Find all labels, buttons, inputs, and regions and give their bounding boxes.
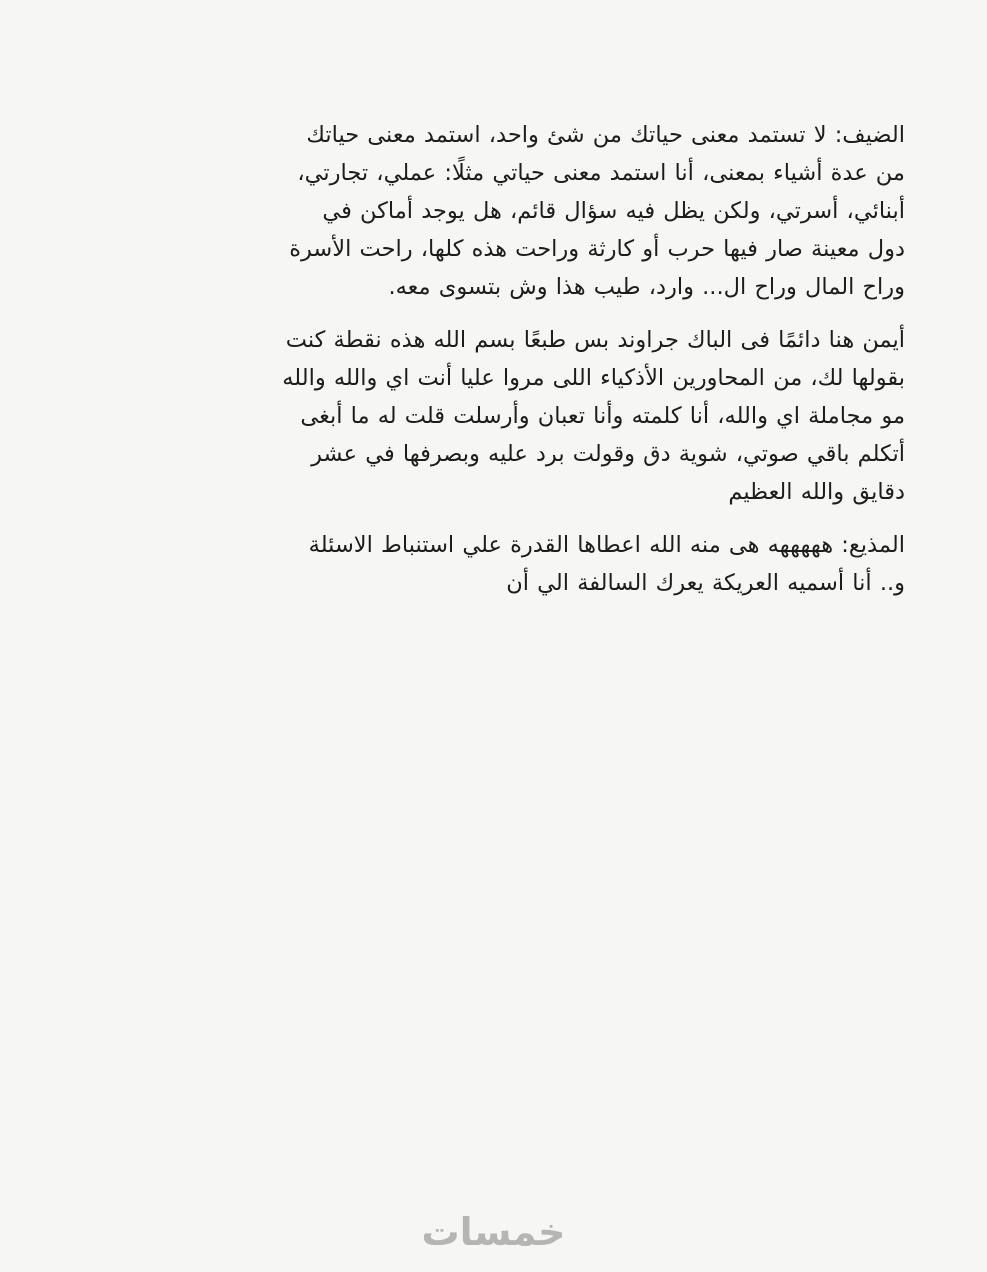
transcript-text-block	[280, 116, 905, 617]
paragraph-guest-2: أيمن هنا دائمًا فى الباك جراوند بس طبعًا بسم الله هذه نقطة كنت بقولها لك، من المحاورين الأذكياء اللى مروا عليا أنت اي والله والله مو مجاملة اي والله، أنا كلمته وأنا تعبان وأرسلت قلت له ما أبغى أتكلم باقي صوتي، شوية دق وقولت برد عليه وبصرفها في عشر دقايق والله العظيم	[282, 327, 905, 505]
khamsat-watermark: خمسات	[421, 1210, 566, 1254]
paragraph-guest-1: الضيف: لا تستمد معنى حياتك من شئ واحد، استمد معنى حياتك من عدة أشياء بمعنى، أنا استمد معنى حياتي مثلًا: عملي، تجارتي، أبنائي، أسرتي، ولكن يظل فيه سؤال قائم، هل يوجد أماكن في دول معينة صار فيها حرب أو كارثة وراحت هذه كلها، راحت الأسرة وراح المال وراح ال... وارد، طيب هذا وش بتسوى معه.	[289, 122, 905, 300]
paragraph-host: المذيع: هههههه هى منه الله اعطاها القدرة علي استنباط الاسئلة و.. أنا أسميه العريكة يعرك السالفة الي أن	[308, 532, 905, 596]
